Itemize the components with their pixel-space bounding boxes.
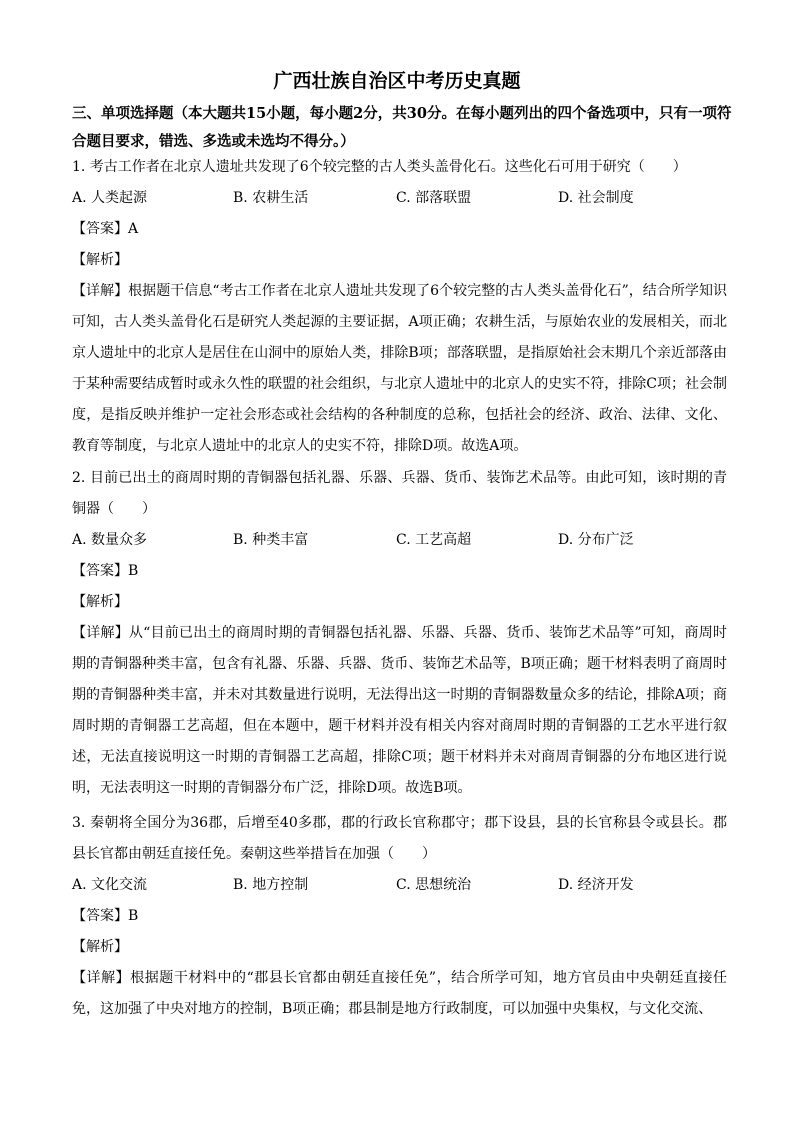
question-options	[72, 183, 727, 214]
question-2	[72, 463, 727, 804]
question-stem: 2. 目前已出土的商周时期的青铜器包括礼器、乐器、兵器、货币、装饰艺术品等。由此可知，该时期的青铜器（ ）	[72, 470, 727, 517]
analysis-label: 【解析】	[72, 939, 128, 955]
option-c: C. 工艺高超	[396, 532, 472, 548]
detail-explanation: 【详解】从“目前已出土的商周时期的青铜器包括礼器、乐器、兵器、货币、装饰艺术品等”可知，商周时期的青铜器种类丰富，包含有礼器、乐器、兵器、货币、装饰艺术品等，B项正确；题干材料表明了商周时期的青铜器种类丰富，并未对其数量进行说明，无法得出这一时期的青铜器数量众多的结论，排除A项；商周时期的青铜器工艺高超，但在本题中，题干材料并没有相关内容对商周时期的青铜器的工艺水平进行叙述，无法直接说明这一时期的青铜器工艺高超，排除C项；题干材料并未对商周青铜器的分布地区进行说明，无法表明这一时期的青铜器分布广泛，排除D项。故选B项。	[72, 625, 727, 796]
question-1	[72, 152, 727, 462]
option-b: B. 地方控制	[233, 877, 309, 893]
option-b: B. 农耕生活	[233, 190, 309, 206]
option-c: C. 思想统治	[396, 877, 472, 893]
detail-explanation: 【详解】根据题干材料中的“郡县长官都由朝廷直接任免”，结合所学可知，地方官员由中央朝廷直接任免，这加强了中央对地方的控制，B项正确；郡县制是地方行政制度，可以加强中央集权，与文化交流、	[72, 970, 727, 1017]
analysis-label: 【解析】	[72, 252, 128, 268]
answer-label: 【答案】B	[72, 563, 139, 579]
option-d: D. 社会制度	[558, 190, 634, 206]
option-d: D. 分布广泛	[558, 532, 634, 548]
question-3	[72, 808, 727, 1025]
answer-label: 【答案】A	[72, 221, 139, 237]
question-stem: 3. 秦朝将全国分为36郡，后增至40多郡，郡的行政长官称郡守；郡下设县，县的长官称县令或县长。郡县长官都由朝廷直接任免。秦朝这些举措旨在加强（ ）	[72, 815, 727, 862]
option-d: D. 经济开发	[558, 877, 634, 893]
option-b: B. 种类丰富	[233, 532, 309, 548]
option-c: C. 部落联盟	[396, 190, 472, 206]
question-options	[72, 525, 727, 556]
option-a: A. 文化交流	[72, 877, 148, 893]
document-title: 广西壮族自治区中考历史真题	[273, 70, 521, 92]
answer-label: 【答案】B	[72, 908, 139, 924]
analysis-label: 【解析】	[72, 594, 128, 610]
question-options	[72, 870, 727, 901]
question-stem: 1. 考古工作者在北京人遗址共发现了6个较完整的古人类头盖骨化石。这些化石可用于研究（ ）	[72, 159, 687, 175]
section-heading: 三、单项选择题（本大题共15小题，每小题2分，共30分。在每小题列出的四个备选项中，只有一项符合题目要求，错选、多选或未选均不得分。）	[72, 105, 732, 150]
option-a: A. 人类起源	[72, 190, 148, 206]
option-a: A. 数量众多	[72, 532, 148, 548]
detail-explanation: 【详解】根据题干信息“考古工作者在北京人遗址共发现了6个较完整的古人类头盖骨化石”，结合所学知识可知，古人类头盖骨化石是研究人类起源的主要证据，A项正确；农耕生活，与原始农业的发展相关，而北京人遗址中的北京人是居住在山洞中的原始人类，排除B项；部落联盟，是指原始社会末期几个亲近部落由于某种需要结成暂时或永久性的联盟的社会组织，与北京人遗址中的北京人的史实不符，排除C项；社会制度，是指反映并维护一定社会形态或社会结构的各种制度的总称，包括社会的经济、政治、法律、文化、教育等制度，与北京人遗址中的北京人的史实不符，排除D项。故选A项。	[72, 283, 727, 454]
